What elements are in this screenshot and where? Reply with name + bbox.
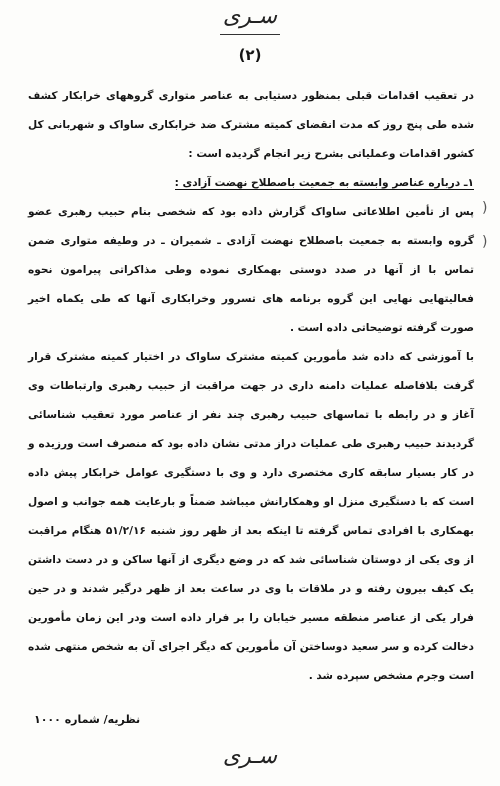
page-number: (۲) [238,46,262,64]
stamp-underline-top [220,34,280,35]
section-heading [28,169,474,198]
margin-bracket-mark: ) [482,234,488,250]
classification-stamp-bottom: سـری [222,744,278,769]
section-paragraph-2: با آموزشی که داده شد مأمورین کمیته مشترک ساواک در اختیار کمیته مشترک قرار گرفت بلافاصله عملیات دامنه داری در جهت مراقبت از حبیب رهبری وارتباطات وی آغاز و در رابطه با تماسهای حبیب رهبری چند نفر از عناصر مورد تعقیب شناسائی گردیدند حبیب رهبری طی عملیات دراز مدتی نشان داده بود که منصرف است ورزیده و در کار بسیار سابقه کاری مختصری دارد و وی با دستگیری عوامل خرابکار پیش داده است که با دستگیری منزل او وهمکارانش میباشد ضمناً و بارعایت همه جوانب و اصول بهمکاری با افرادی تماس گرفته تا اینکه بعد از ظهر روز شنبه ۵۱/۲/۱۶ هنگام مراقبت از وی یکی از دوستان شناسائی شد که در وضع دیگری از آنها ساکن و در دست داشتن یک کیف بیرون رفته و در ملاقات با وی در ساعت بعد از ظهر درگیر شدند و در حین فرار یکی از عناصر منطقه مسیر خیابان را بر فرار داده است ودر این زمان مأمورین دخالت کرده و سر سعید دوساختن آن مأمورین که دیگر اجرای آن به شخص منتهی شده است وجرم مشخص سپرده شد . [28,351,474,682]
section-paragraph-1: پس از تأمین اطلاعاتی ساواک گزارش داده بود که شخصی بنام حبیب رهبری عضو گروه وابسته به جمعیت باصطلاح نهضت آزادی ـ شمیران ـ در وطیفه متواری ضمن تماس با از آنها در صدد دوستی بهمکاری نموده وطی مذاکراتی پیرامون نحوه فعالیتهایی نهایی این گروه برنامه های تسرور وخرابکاری آنها که طی یکماه اخیر صورت گرفته توضیحاتی داده است . [28,206,474,334]
margin-bracket-mark: ) [482,200,488,216]
document-body [28,82,474,691]
intro-paragraph: در تعقیب اقدامات قبلی بمنظور دستیابی به عناصر متواری گروههای خرابکار کشف شده طی پنج روز که مدت انقضای کمیته مشترک ضد خرابکاری ساواک و شهربانی کل کشور اقدامات وعملیاتی بشرح زیر انجام گردیده است : [28,90,474,160]
signoff-note: نظریه/ شماره ۱۰۰۰ [34,713,141,726]
section-heading-text: ۱ـ درباره عناصر وابسته به جمعیت باصطلاح نهضت آزادی : [174,177,474,189]
classification-stamp-top: سـری [222,4,278,29]
